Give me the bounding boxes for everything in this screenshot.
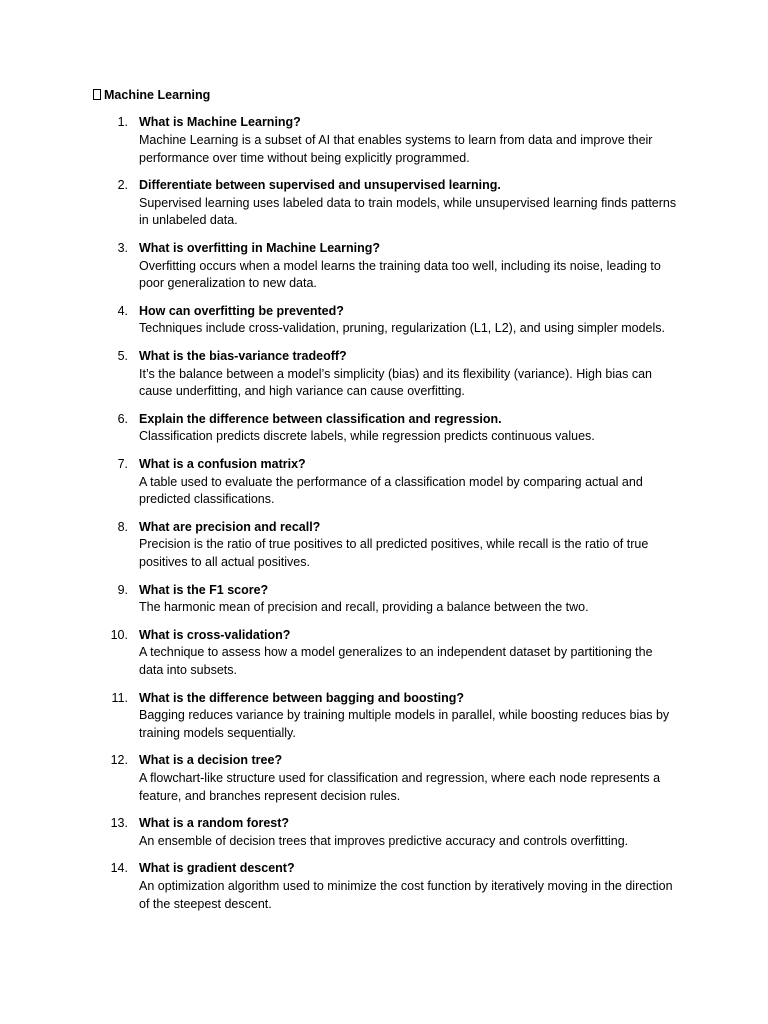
- list-item: [0, 519, 768, 572]
- item-question: What is a decision tree?: [139, 753, 283, 768]
- item-answer: A flowchart-like structure used for classification and regression, where each node represents a feature, and branches represent decision rules.: [139, 771, 661, 803]
- item-question: What is cross-validation?: [139, 627, 291, 642]
- item-question: Explain the difference between classification and regression.: [139, 411, 502, 426]
- item-number: 3.: [117, 240, 128, 255]
- item-body: [139, 752, 679, 805]
- item-body: [139, 348, 679, 401]
- item-answer: It’s the balance between a model’s simplicity (bias) and its flexibility (variance). High bias can cause underfitting, and high variance can cause overfitting.: [139, 366, 652, 399]
- item-body: [139, 627, 679, 680]
- item-question: What is gradient descent?: [139, 861, 295, 876]
- item-number: 8.: [117, 519, 128, 534]
- item-number: 9.: [117, 582, 128, 597]
- list-item: [0, 752, 768, 805]
- item-number: 10.: [110, 627, 128, 642]
- item-body: [139, 519, 679, 572]
- item-answer: An ensemble of decision trees that improves predictive accuracy and controls overfitting.: [139, 834, 629, 849]
- item-question: What is a confusion matrix?: [139, 456, 306, 471]
- item-answer: A table used to evaluate the performance of a classification model by comparing actual and predicted classifications.: [139, 474, 643, 507]
- item-answer: The harmonic mean of precision and recall, providing a balance between the two.: [139, 600, 589, 615]
- item-answer: Precision is the ratio of true positives to all predicted positives, while recall is the ratio of true positives to all actual positives.: [139, 537, 649, 570]
- item-number: 11.: [111, 690, 128, 705]
- item-body: [139, 240, 679, 293]
- list-item: [0, 411, 768, 447]
- item-question: What is Machine Learning?: [139, 115, 301, 129]
- item-question: What is the difference between bagging and boosting?: [139, 690, 465, 705]
- item-answer: Machine Learning is a subset of AI that enables systems to learn from data and improve their performance over time without being explicitly programmed.: [139, 132, 653, 165]
- item-body: [139, 690, 679, 743]
- item-number: 14.: [110, 861, 128, 876]
- item-number: 6.: [117, 411, 128, 426]
- list-item: [0, 456, 768, 509]
- item-number: 13.: [110, 816, 128, 831]
- list-item: [0, 177, 768, 230]
- item-answer: Supervised learning uses labeled data to train models, while unsupervised learning finds patterns in unlabeled data.: [139, 195, 677, 228]
- list-item: [0, 240, 768, 293]
- item-body: [139, 411, 679, 447]
- item-number: 1.: [117, 115, 128, 129]
- item-question: What are precision and recall?: [139, 519, 321, 534]
- section-heading: [93, 87, 210, 104]
- item-question: How can overfitting be prevented?: [139, 303, 344, 318]
- section-heading-text: Machine Learning: [104, 88, 211, 102]
- item-question: What is the bias-variance tradeoff?: [139, 348, 347, 363]
- missing-glyph-icon: [93, 89, 101, 100]
- list-item: [0, 690, 768, 743]
- item-body: [139, 114, 679, 167]
- item-answer: Overfitting occurs when a model learns the training data too well, including its noise, leading to poor generalization to new data.: [139, 258, 661, 291]
- list-item: [0, 860, 768, 913]
- item-answer: An optimization algorithm used to minimize the cost function by iteratively moving in the direction of the steepest descent.: [139, 879, 673, 911]
- item-body: [139, 177, 679, 230]
- item-number: 2.: [117, 177, 128, 192]
- list-item: [0, 815, 768, 851]
- list-item: [0, 303, 768, 339]
- item-body: [139, 456, 679, 509]
- list-item: [0, 627, 768, 680]
- item-number: 7.: [117, 456, 128, 471]
- list-item: [0, 114, 768, 167]
- item-body: [139, 582, 679, 618]
- item-question: What is a random forest?: [139, 816, 290, 831]
- item-question: What is the F1 score?: [139, 582, 269, 597]
- question-list: [0, 114, 768, 923]
- item-body: [139, 860, 679, 913]
- item-body: [139, 815, 679, 851]
- item-question: What is overfitting in Machine Learning?: [139, 240, 380, 255]
- item-answer: Classification predicts discrete labels, while regression predicts continuous values.: [139, 429, 595, 444]
- list-item: [0, 582, 768, 618]
- item-number: 12.: [110, 753, 128, 768]
- item-number: 5.: [117, 348, 128, 363]
- item-answer: Techniques include cross-validation, pruning, regularization (L1, L2), and using simpler models.: [139, 321, 665, 336]
- list-item: [0, 348, 768, 401]
- item-answer: Bagging reduces variance by training multiple models in parallel, while boosting reduces bias by training models sequentially.: [139, 708, 670, 741]
- item-answer: A technique to assess how a model generalizes to an independent dataset by partitioning the data into subsets.: [139, 645, 653, 678]
- item-body: [139, 303, 679, 339]
- item-question: Differentiate between supervised and unsupervised learning.: [139, 177, 501, 192]
- item-number: 4.: [117, 303, 128, 318]
